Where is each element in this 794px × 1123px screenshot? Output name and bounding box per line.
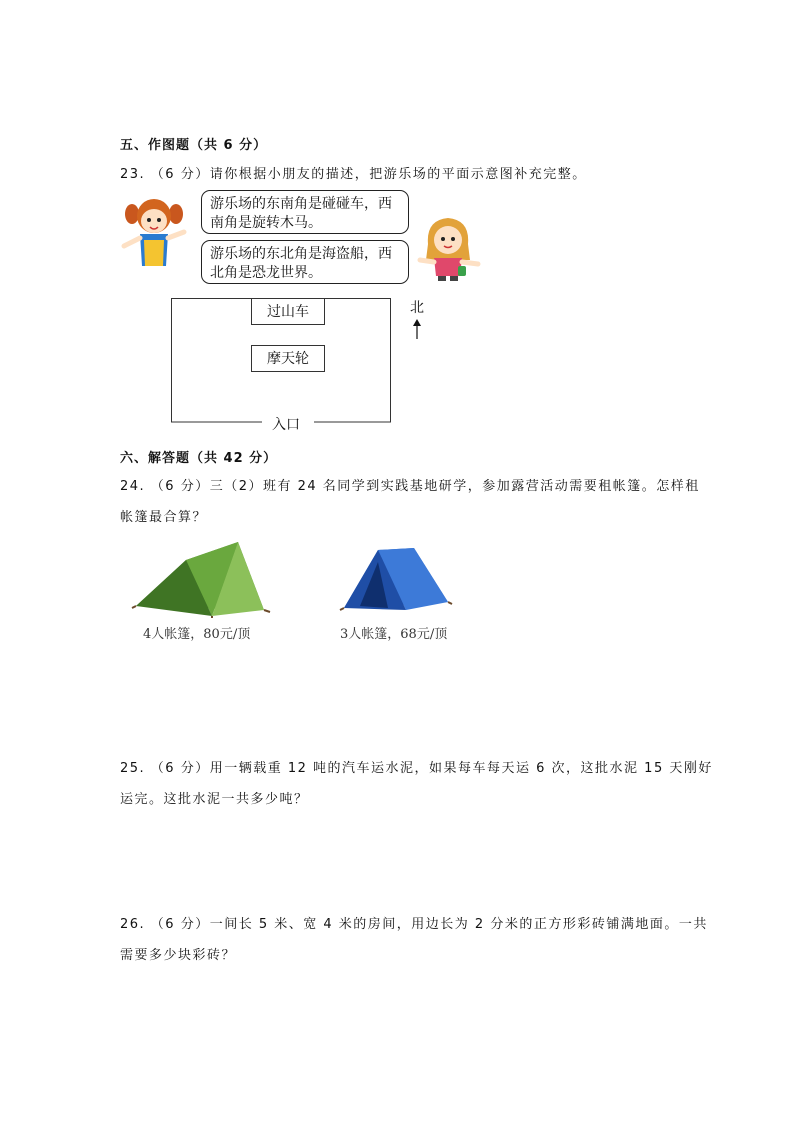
blue-tent-illustration	[338, 544, 454, 614]
question-25-line-2: 运完。这批水泥一共多少吨？	[120, 792, 309, 807]
question-23-text: 23. （6 分）请你根据小朋友的描述，把游乐场的平面示意图补充完整。	[120, 167, 587, 182]
map-entrance-label: 入口	[272, 417, 300, 433]
girl-right-illustration	[414, 214, 484, 284]
speech-bubble-1	[201, 190, 409, 234]
green-tent-caption: 4人帐篷，80元/顶	[143, 627, 251, 642]
blue-tent-caption: 3人帐篷，68元/顶	[340, 627, 448, 642]
bubble-1-line-1: 游乐场的东南角是碰碰车，西	[210, 196, 392, 212]
question-26-line-1: 26. （6 分）一间长 5 米、宽 4 米的房间，用边长为 2 分米的正方形彩砖铺满地面。一共	[120, 917, 708, 932]
bubble-2-line-2: 北角是恐龙世界。	[210, 265, 322, 281]
green-tent-illustration	[128, 540, 274, 618]
north-arrow-icon	[411, 318, 423, 340]
section-title-drawing: 五、作图题（共 6 分）	[120, 138, 268, 153]
map-box-roller-coaster: 过山车	[251, 298, 325, 325]
speech-bubble-2	[201, 240, 409, 284]
section-title-solving: 六、解答题（共 42 分）	[120, 451, 278, 466]
question-24-line-2: 帐篷最合算？	[120, 510, 208, 525]
bubble-2-line-1: 游乐场的东北角是海盗船，西	[210, 246, 392, 262]
map-box-ferris-wheel: 摩天轮	[251, 345, 325, 372]
question-24-line-1: 24. （6 分）三（2）班有 24 名同学到实践基地研学，参加露营活动需要租帐篷。怎样租	[120, 479, 700, 494]
question-26-line-2: 需要多少块彩砖？	[120, 948, 237, 963]
bubble-1-line-2: 南角是旋转木马。	[210, 215, 322, 231]
north-label: 北	[410, 300, 424, 316]
girl-left-illustration	[118, 194, 190, 270]
question-25-line-1: 25. （6 分）用一辆载重 12 吨的汽车运水泥，如果每车每天运 6 次，这批水泥 15 天刚好	[120, 761, 713, 776]
